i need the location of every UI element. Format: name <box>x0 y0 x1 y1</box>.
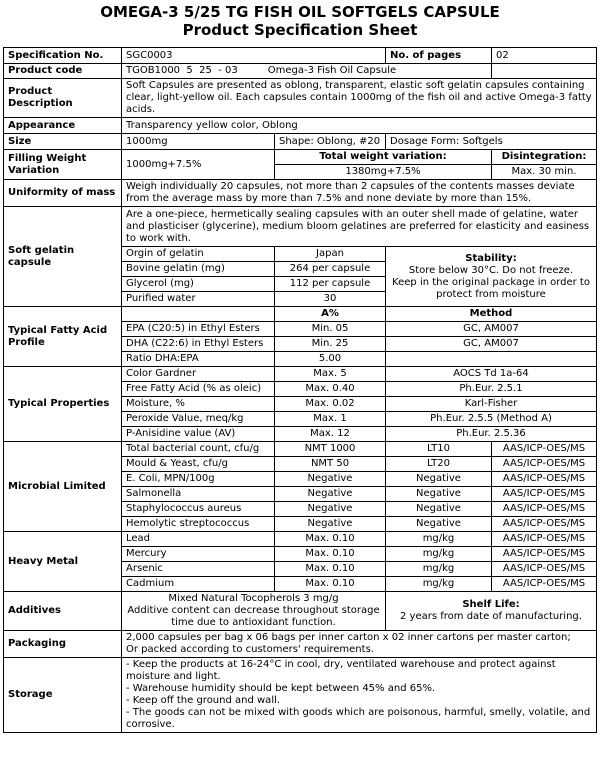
microbial-row-unit: Negative <box>386 487 492 502</box>
softgel-row-value: 112 per capsule <box>275 277 386 292</box>
document-subtitle: Product Specification Sheet <box>182 21 418 39</box>
appearance-label: Appearance <box>4 118 122 134</box>
fatty-col-a: A% <box>275 307 386 322</box>
microbial-row-value: Negative <box>275 472 386 487</box>
total-weight-label: Total weight variation: <box>275 150 492 165</box>
appearance-value: Transparency yellow color, Oblong <box>122 118 597 134</box>
fatty-row-value: Min. 05 <box>275 322 386 337</box>
typical-row-value: Max. 1 <box>275 412 386 427</box>
microbial-row-unit: LT10 <box>386 442 492 457</box>
typical-row <box>4 367 597 382</box>
heavy-row-unit: mg/kg <box>386 547 492 562</box>
typical-row-name: Moisture, % <box>122 397 275 412</box>
softgel-label: Soft gelatin capsule <box>4 207 122 307</box>
document-title: OMEGA-3 5/25 TG FISH OIL SOFTGELS CAPSULE <box>100 3 500 21</box>
microbial-row-name: Total bacterial count, cfu/g <box>122 442 275 457</box>
microbial-row-value: NMT 1000 <box>275 442 386 457</box>
size-row <box>4 134 597 150</box>
typical-row-name: P-Anisidine value (AV) <box>122 427 275 442</box>
heavy-label: Heavy Metal <box>4 532 122 592</box>
spec-table <box>3 47 597 733</box>
softgel-row-name: Purified water <box>122 292 275 307</box>
heavy-row <box>4 532 597 547</box>
typical-label: Typical Properties <box>4 367 122 442</box>
heavy-row-method: AAS/ICP-OES/MS <box>492 577 597 592</box>
heavy-row-value: Max. 0.10 <box>275 562 386 577</box>
microbial-row <box>4 442 597 457</box>
fatty-header-empty <box>122 307 275 322</box>
appearance-row <box>4 118 597 134</box>
microbial-row-name: Mould & Yeast, cfu/g <box>122 457 275 472</box>
additives-value: Mixed Natural Tocopherols 3 mg/g Additive content can decrease throughout storage time due to antioxidant function. <box>122 592 386 631</box>
heavy-row-method: AAS/ICP-OES/MS <box>492 532 597 547</box>
heavy-row-name: Lead <box>122 532 275 547</box>
microbial-row-unit: LT20 <box>386 457 492 472</box>
typical-row-value: Max. 0.40 <box>275 382 386 397</box>
microbial-row-name: Hemolytic streptococcus <box>122 517 275 532</box>
product-name: Omega-3 Fish Oil Capsule <box>267 65 397 76</box>
heavy-row-unit: mg/kg <box>386 562 492 577</box>
heavy-row-value: Max. 0.10 <box>275 547 386 562</box>
fatty-row-name: Ratio DHA:EPA <box>122 352 275 367</box>
shelf-life-value: 2 years from date of manufacturing. <box>400 611 582 622</box>
microbial-row-name: E. Coli, MPN/100g <box>122 472 275 487</box>
microbial-row-value: NMT 50 <box>275 457 386 472</box>
fatty-row-name: DHA (C22:6) in Ethyl Esters <box>122 337 275 352</box>
dosage-form-value: Dosage Form: Softgels <box>386 134 597 150</box>
additives-label: Additives <box>4 592 122 631</box>
shape-value: Shape: Oblong, #20 <box>275 134 386 150</box>
product-code-cell <box>122 64 492 79</box>
disintegration-label: Disintegration: <box>492 150 597 165</box>
product-code-label: Product code <box>4 64 122 79</box>
fatty-row-name: EPA (C20:5) in Ethyl Esters <box>122 322 275 337</box>
stability-cell <box>386 247 597 307</box>
typical-row-name: Free Fatty Acid (% as oleic) <box>122 382 275 397</box>
microbial-row-value: Negative <box>275 502 386 517</box>
spec-no-label: Specification No. <box>4 48 122 64</box>
heavy-row-value: Max. 0.10 <box>275 577 386 592</box>
heavy-row-name: Mercury <box>122 547 275 562</box>
filling-label: Filling Weight Variation <box>4 150 122 180</box>
storage-row <box>4 658 597 733</box>
microbial-row-value: Negative <box>275 517 386 532</box>
softgel-row-value: Japan <box>275 247 386 262</box>
total-weight-value: 1380mg+7.5% <box>275 165 492 180</box>
microbial-label: Microbial Limited <box>4 442 122 532</box>
storage-value: - Keep the products at 16-24°C in cool, dry, ventilated warehouse and protect against moisture and light. - Warehouse humidity should be kept between 45% and 65%. - Keep off the ground and wall. - The goods can not be mixed with goods which are poisonous, harmful, smelly, volatile, and corrosive. <box>122 658 597 733</box>
softgel-row-name: Glycerol (mg) <box>122 277 275 292</box>
disintegration-value: Max. 30 min. <box>492 165 597 180</box>
microbial-row-method: AAS/ICP-OES/MS <box>492 487 597 502</box>
heavy-row-unit: mg/kg <box>386 532 492 547</box>
typical-row-method: Ph.Eur. 2.5.36 <box>386 427 597 442</box>
fatty-row-value: Min. 25 <box>275 337 386 352</box>
packaging-row <box>4 631 597 658</box>
microbial-row-method: AAS/ICP-OES/MS <box>492 442 597 457</box>
additives-row <box>4 592 597 631</box>
heavy-row-value: Max. 0.10 <box>275 532 386 547</box>
typical-row-method: AOCS Td 1a-64 <box>386 367 597 382</box>
product-code-value: TGOB1000 5 25 - 03 <box>126 65 238 76</box>
pages-label: No. of pages <box>386 48 492 64</box>
uniformity-value: Weigh individually 20 capsules, not more than 2 capsules of the contents masses deviate from the average mass by more than 7.5% and none deviate by more than 15%. <box>122 180 597 207</box>
typical-row-value: Max. 0.02 <box>275 397 386 412</box>
fatty-header-row <box>4 307 597 322</box>
fatty-row-value: 5.00 <box>275 352 386 367</box>
spec-no-value: SGC0003 <box>122 48 386 64</box>
uniformity-row <box>4 180 597 207</box>
microbial-row-method: AAS/ICP-OES/MS <box>492 502 597 517</box>
microbial-row-unit: Negative <box>386 502 492 517</box>
fatty-col-method: Method <box>386 307 597 322</box>
microbial-row-unit: Negative <box>386 472 492 487</box>
uniformity-label: Uniformity of mass <box>4 180 122 207</box>
filling-row-1 <box>4 150 597 165</box>
microbial-row-unit: Negative <box>386 517 492 532</box>
filling-value: 1000mg+7.5% <box>122 150 275 180</box>
softgel-row-name: Orgin of gelatin <box>122 247 275 262</box>
microbial-row-method: AAS/ICP-OES/MS <box>492 517 597 532</box>
size-label: Size <box>4 134 122 150</box>
fatty-row-method: GC, AM007 <box>386 322 597 337</box>
size-value: 1000mg <box>122 134 275 150</box>
heavy-row-method: AAS/ICP-OES/MS <box>492 562 597 577</box>
typical-row-name: Color Gardner <box>122 367 275 382</box>
softgel-row-name: Bovine gelatin (mg) <box>122 262 275 277</box>
heavy-row-unit: mg/kg <box>386 577 492 592</box>
microbial-row-name: Salmonella <box>122 487 275 502</box>
microbial-row-value: Negative <box>275 487 386 502</box>
heavy-row-method: AAS/ICP-OES/MS <box>492 547 597 562</box>
softgel-intro: Are a one-piece, hermetically sealing capsules with an outer shell made of gelatine, water and plasticiser (glycerine), medium bloom gelatines are preferred for elasticity and easiness to work with. <box>122 207 597 247</box>
fatty-row-method: GC, AM007 <box>386 337 597 352</box>
softgel-intro-row <box>4 207 597 247</box>
typical-row-method: Ph.Eur. 2.5.5 (Method A) <box>386 412 597 427</box>
packaging-value: 2,000 capsules per bag x 06 bags per inner carton x 02 inner cartons per master carton; Or packed according to customers' requirements. <box>122 631 597 658</box>
description-label: Product Description <box>4 79 122 118</box>
softgel-row-value: 30 <box>275 292 386 307</box>
shelf-life-cell <box>386 592 597 631</box>
typical-row-name: Peroxide Value, meq/kg <box>122 412 275 427</box>
microbial-row-name: Staphylococcus aureus <box>122 502 275 517</box>
stability-text: Store below 30°C. Do not freeze. Keep in the original package in order to protect from moisture <box>392 264 590 300</box>
spec-no-row <box>4 48 597 64</box>
packaging-label: Packaging <box>4 631 122 658</box>
typical-row-method: Ph.Eur. 2.5.1 <box>386 382 597 397</box>
microbial-row-method: AAS/ICP-OES/MS <box>492 457 597 472</box>
pages-value: 02 <box>492 48 597 64</box>
microbial-row-method: AAS/ICP-OES/MS <box>492 472 597 487</box>
softgel-row-value: 264 per capsule <box>275 262 386 277</box>
typical-row-value: Max. 5 <box>275 367 386 382</box>
storage-label: Storage <box>4 658 122 733</box>
shelf-life-label: Shelf Life: <box>462 599 520 610</box>
fatty-row-method <box>386 352 597 367</box>
heavy-row-name: Arsenic <box>122 562 275 577</box>
product-code-empty <box>492 64 597 79</box>
typical-row-method: Karl-Fisher <box>386 397 597 412</box>
product-code-row <box>4 64 597 79</box>
description-row <box>4 79 597 118</box>
description-value: Soft Capsules are presented as oblong, transparent, elastic soft gelatin capsules containing clear, light-yellow oil. Each capsules contain 1000mg of the fish oil and active Omega-3 fatty acids. <box>122 79 597 118</box>
stability-label: Stability: <box>465 252 517 264</box>
fatty-label: Typical Fatty Acid Profile <box>4 307 122 367</box>
typical-row-value: Max. 12 <box>275 427 386 442</box>
heavy-row-name: Cadmium <box>122 577 275 592</box>
